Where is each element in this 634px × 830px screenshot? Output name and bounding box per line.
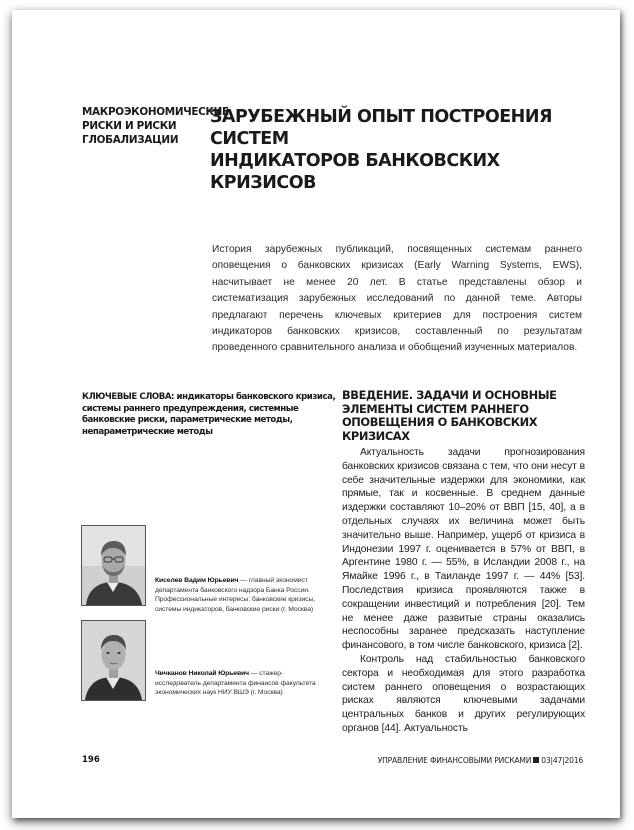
journal-footer	[378, 756, 583, 765]
portrait-image	[82, 621, 145, 700]
section-heading-line: ЭЛЕМЕНТЫ СИСТЕМ РАННЕГО	[342, 401, 529, 416]
page-number: 196	[82, 755, 100, 765]
section-heading-line: ОПОВЕЩЕНИЯ О БАНКОВСКИХ КРИЗИСАХ	[342, 415, 538, 443]
article-title	[210, 106, 570, 194]
author-name: Чичканов Николай Юрьевич	[155, 670, 249, 677]
author-bio	[155, 669, 327, 698]
section-heading-line: ВВЕДЕНИЕ. ЗАДАЧИ И ОСНОВНЫЕ	[342, 388, 557, 402]
journal-page	[12, 10, 620, 818]
section-heading	[342, 389, 597, 443]
author-photo	[81, 525, 146, 606]
author-bio	[155, 576, 327, 614]
rubric-heading	[82, 105, 229, 147]
author-description: — стажер-исследователь департамента финансов факультета экономических наук НИУ ВШЭ (г. Москва)	[155, 670, 316, 697]
rubric-line: РИСКИ И РИСКИ	[82, 120, 177, 132]
author-description: — главный экономист департамента банковского надзора Банка России. Профессиональные интересы: банковские кризисы, системы индикаторов, банковские риски (г. Москва)	[155, 577, 316, 613]
issue-number: 03|47|2016	[541, 756, 583, 765]
rubric-line: ГЛОБАЛИЗАЦИИ	[82, 134, 179, 146]
paragraph: Актуальность задачи прогнозирования банковских кризисов связана с тем, что они несут в себе значительные издержки для экономики, как прямые, так и косвенные. В среднем данные издержки составляют 10–20% от ВВП [15, 40], а в отдельных случаях их величина может быть значительно выше. Например, ущерб от кризиса в Индонезии 1997 г. оценивается в 57% от ВВП, в Аргентине 1980 г. — 55%, в Исландии 2008 г., на Ямайке 1996 г., в Таиланде 1997 г. — 44% [53]. Последствия кризиса проявляются также в сокращении инвестиций и потребления [20]. Тем не менее даже развитые страны оказались неспособны заранее предсказать наступление финансового, в том числе банковского, кризиса [2].	[342, 447, 585, 652]
keywords: КЛЮЧЕВЫЕ СЛОВА: индикаторы банковского кризиса, системы раннего предупреждения, системные банковские риски, параметрические методы, непараметрические методы	[82, 392, 336, 437]
abstract: История зарубежных публикаций, посвященных системам раннего оповещения о банковских кризисах (Early Warning Systems, EWS), насчитывает не менее 20 лет. В статье представлены обзор и систематизация зарубежных исследований по данной теме. Авторы предлагают перечень ключевых критериев для построения систем индикаторов банковских кризисов, составленный по результатам проведенного сравнительного анализа и обобщений изученных материалов.	[212, 244, 582, 354]
rubric-line: МАКРОЭКОНОМИЧЕСКИЕ	[82, 106, 229, 118]
title-line: ЗАРУБЕЖНЫЙ ОПЫТ ПОСТРОЕНИЯ СИСТЕМ	[210, 107, 552, 149]
paragraph: Контроль над стабильностью банковского сектора и необходимая для этого разработка систем раннего оповещения о возрастающих рисках являются ключевыми задачами центральных банков и других регулирующих органов [44]. Актуальность	[342, 653, 585, 734]
author-name: Киселев Вадим Юрьевич	[155, 577, 239, 584]
portrait-image	[82, 526, 145, 605]
title-line: ИНДИКАТОРОВ БАНКОВСКИХ КРИЗИСОВ	[210, 151, 500, 193]
square-icon	[533, 757, 539, 763]
body-text	[342, 446, 585, 736]
journal-name: УПРАВЛЕНИЕ ФИНАНСОВЫМИ РИСКАМИ	[377, 756, 532, 765]
author-photo	[81, 620, 146, 701]
